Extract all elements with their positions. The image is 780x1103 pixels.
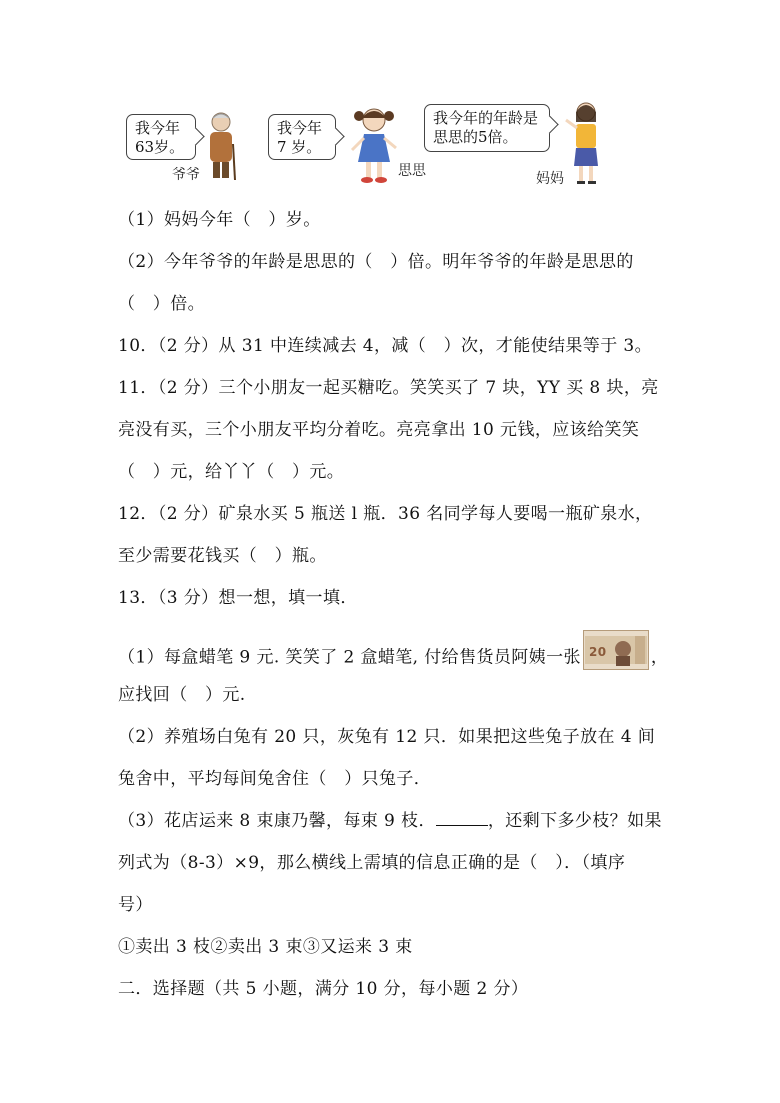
fill-in-blank-line: [436, 807, 488, 826]
question-13-part-2-cont: 兔舍中，平均每间兔舍住（ ）只兔子．: [118, 769, 432, 789]
question-13-part-1-cont: 应找回（ ）元.: [118, 685, 246, 705]
question-13-part-1-text: （1）每盒蜡笔 9 元. 笑笑了 2 盒蜡笔, 付给售货员阿姨一张: [118, 647, 581, 668]
mom-label: 妈妈: [536, 171, 564, 187]
question-12: 12．（2 分）矿泉水买 5 瓶送 l 瓶．36 名同学每人要喝一瓶矿泉水，: [118, 504, 653, 524]
grandpa-bubble-line-1: 我今年: [135, 119, 181, 137]
grandpa-label: 爷爷: [172, 167, 200, 183]
sisi-bubble-line-1: 我今年: [277, 119, 323, 137]
section-2-heading: 二．选择题（共 5 小题，满分 10 分，每小题 2 分）: [118, 979, 529, 999]
age-illustration: [118, 100, 638, 192]
question-11: 11．（2 分）三个小朋友一起买糖吃。笑笑买了 7 块，YY 买 8 块，亮: [118, 378, 659, 398]
sisi-speech-bubble: [268, 114, 336, 160]
question-13-options: ①卖出 3 枝②卖出 3 束③又运来 3 束: [118, 937, 413, 957]
mom-bubble-line-1: 我今年的年龄是: [433, 109, 539, 127]
question-9-part-2: （2）今年爷爷的年龄是思思的（ ）倍。明年爷爷的年龄是思思的: [118, 252, 634, 272]
grandpa-speech-bubble: [126, 114, 196, 160]
question-13-part-3-text-2: ，还剩下多少枝？如果: [487, 811, 662, 831]
question-13-part-1: [118, 638, 668, 678]
question-10: 10．（2 分）从 31 中连续减去 4，减（ ）次，才能使结果等于 3。: [118, 336, 653, 356]
grandpa-figure: [204, 110, 238, 182]
question-9-part-2-cont: （ ）倍。: [118, 294, 205, 314]
sisi-label: 思思: [398, 163, 426, 179]
question-13-part-3-cont-2: 号）: [118, 895, 153, 915]
question-9-part-1: （1）妈妈今年（ ）岁。: [118, 210, 321, 230]
sisi-figure: [350, 104, 398, 184]
mom-figure: [564, 100, 604, 186]
question-13-part-1-comma: ，: [650, 647, 669, 668]
question-13-part-2: （2）养殖场白兔有 20 只，灰兔有 12 只．如果把这些兔子放在 4 间: [118, 727, 656, 747]
sisi-bubble-line-2: 7 岁。: [277, 138, 322, 156]
question-13-part-3-text: （3）花店运来 8 束康乃馨，每束 9 枝．: [118, 811, 436, 831]
mom-speech-bubble: [424, 104, 550, 152]
question-13: 13．（3 分）想一想，填一填．: [118, 588, 358, 608]
question-13-part-3-cont: 列式为（8-3）×9，那么横线上需填的信息正确的是（ ）．（填序: [118, 853, 626, 873]
banknote-image: [583, 630, 649, 670]
question-11-cont: 亮没有买，三个小朋友平均分着吃。亮亮拿出 10 元钱，应该给笑笑: [118, 420, 640, 440]
banknote-denomination: 20: [588, 645, 607, 659]
question-13-part-3: [118, 806, 662, 831]
mom-bubble-line-2: 思思的5倍。: [433, 128, 518, 146]
question-12-cont: 至少需要花钱买（ ）瓶。: [118, 546, 327, 566]
grandpa-bubble-line-2: 63岁。: [135, 138, 185, 156]
question-11-cont-2: （ ）元，给丫丫（ ）元。: [118, 462, 345, 482]
